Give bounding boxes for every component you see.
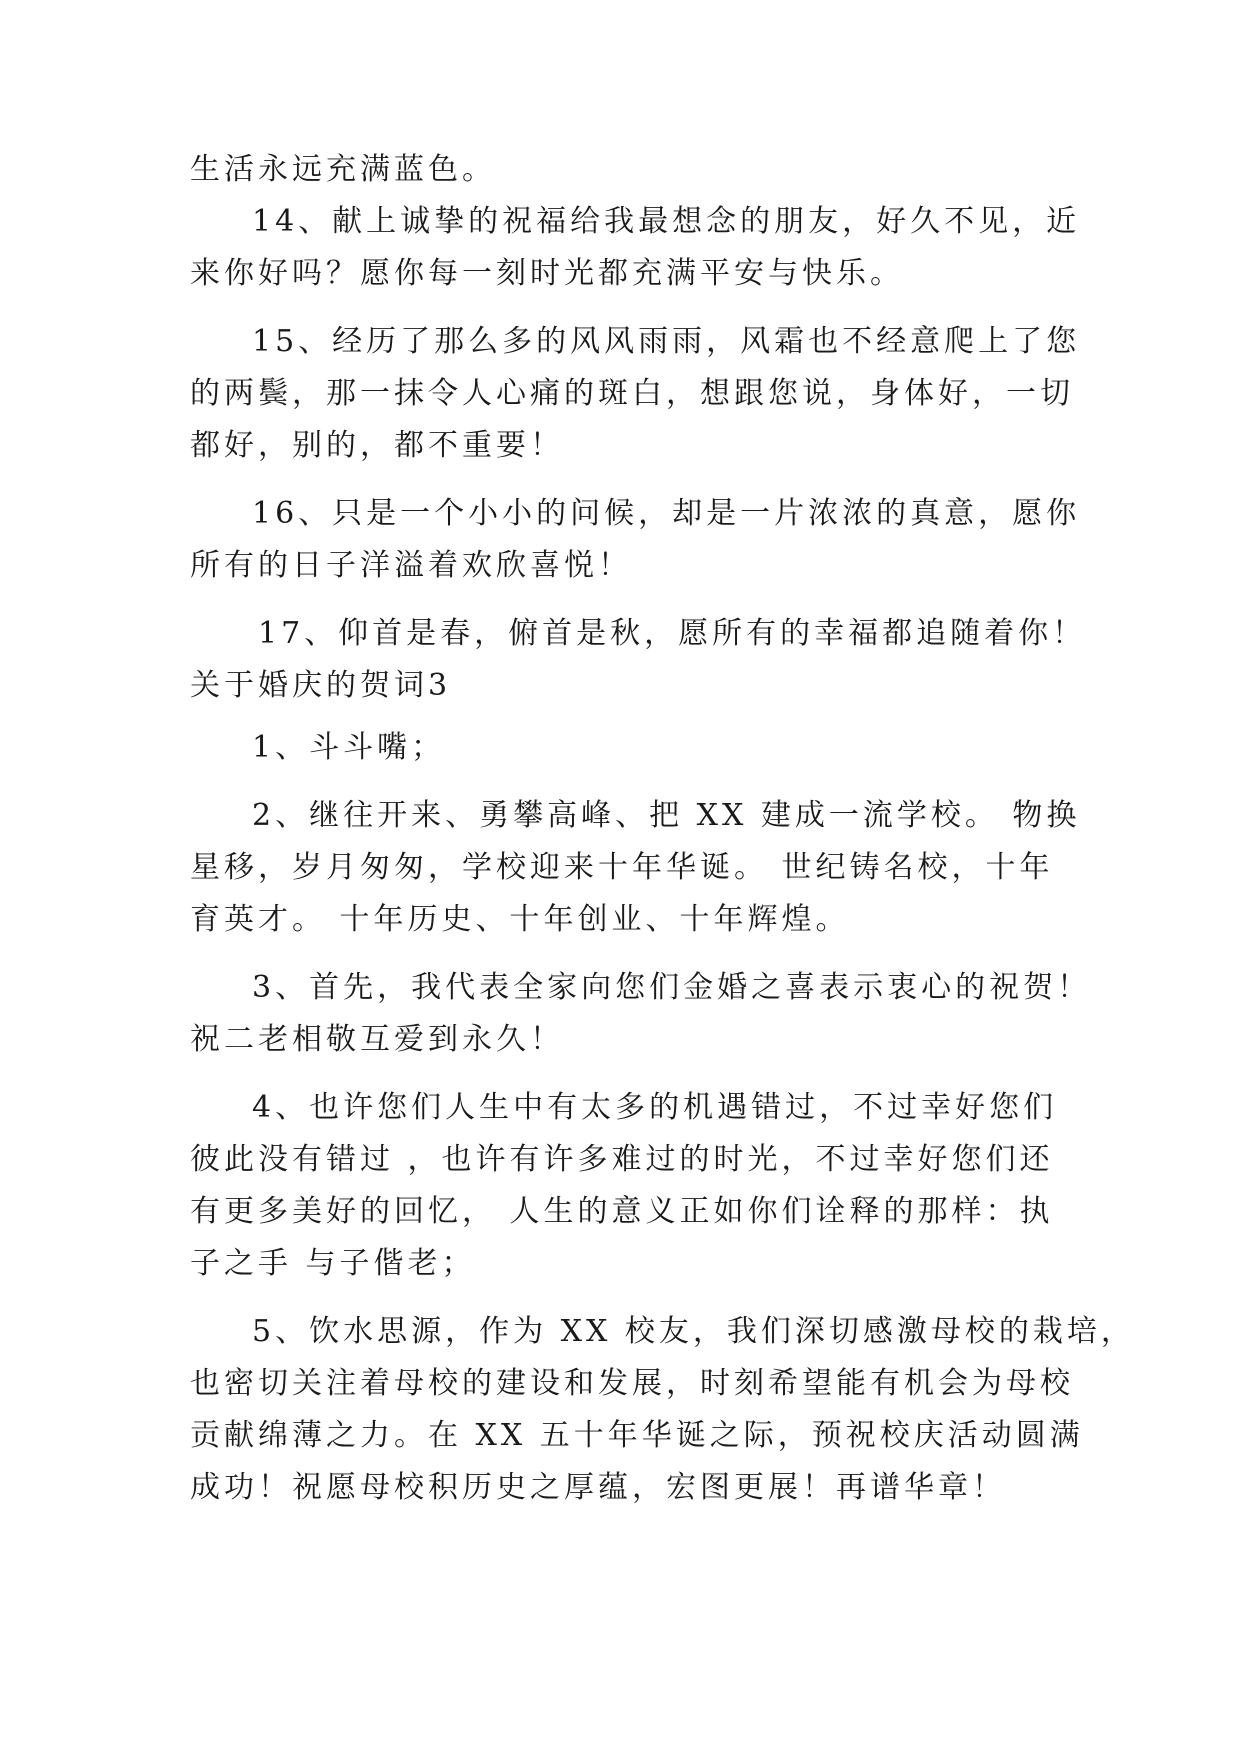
text-line: 也密切关注着母校的建设和发展，时刻希望能有机会为母校 — [190, 1366, 1074, 1401]
text-line: 都好，别的，都不重要！ — [190, 428, 564, 463]
text-line: 成功！祝愿母校积历史之厚蕴，宏图更展！再谱华章！ — [190, 1470, 1006, 1505]
text-line: 15、经历了那么多的风风雨雨，风霜也不经意爬上了您 — [252, 324, 1081, 359]
text-line: 星移，岁月匆匆，学校迎来十年华诞。 世纪铸名校，十年 — [190, 850, 1054, 885]
text-line: 贡献绵薄之力。在 XX 五十年华诞之际，预祝校庆活动圆满 — [190, 1418, 1084, 1453]
text-line: 17、仰首是春，俯首是秋，愿所有的幸福都追随着你！ — [258, 616, 1087, 651]
text-line: 2、继往开来、勇攀高峰、把 XX 建成一流学校。 物换 — [252, 798, 1081, 833]
text-line: 所有的日子洋溢着欢欣喜悦！ — [190, 548, 632, 583]
text-line: 子之手 与子偕老； — [190, 1246, 476, 1281]
text-line: 来你好吗？愿你每一刻时光都充满平安与快乐。 — [190, 256, 904, 291]
text-line: 14、献上诚挚的祝福给我最想念的朋友，好久不见，近 — [252, 204, 1081, 239]
text-line: 生活永远充满蓝色。 — [190, 152, 496, 187]
text-line: 的两鬓，那一抹令人心痛的斑白，想跟您说，身体好，一切 — [190, 376, 1074, 411]
text-line: 16、只是一个小小的问候，却是一片浓浓的真意，愿你 — [252, 496, 1081, 531]
text-line: 育英才。 十年历史、十年创业、十年辉煌。 — [190, 902, 850, 937]
text-line: 3、首先，我代表全家向您们金婚之喜表示衷心的祝贺！ — [252, 970, 1092, 1005]
text-line: 祝二老相敬互爱到永久！ — [190, 1022, 564, 1057]
text-line: 有更多美好的回忆， 人生的意义正如你们诠释的那样：执 — [190, 1194, 1054, 1229]
text-line: 4、也许您们人生中有太多的机遇错过，不过幸好您们 — [252, 1090, 1058, 1125]
text-line: 5、饮水思源，作为 XX 校友，我们深切感激母校的栽培， — [252, 1314, 1135, 1349]
text-line: 1、斗斗嘴； — [252, 730, 446, 765]
section-heading: 关于婚庆的贺词3 — [190, 668, 452, 703]
text-line: 彼此没有错过 ，也许有许多难过的时光，不过幸好您们还 — [190, 1142, 1054, 1177]
